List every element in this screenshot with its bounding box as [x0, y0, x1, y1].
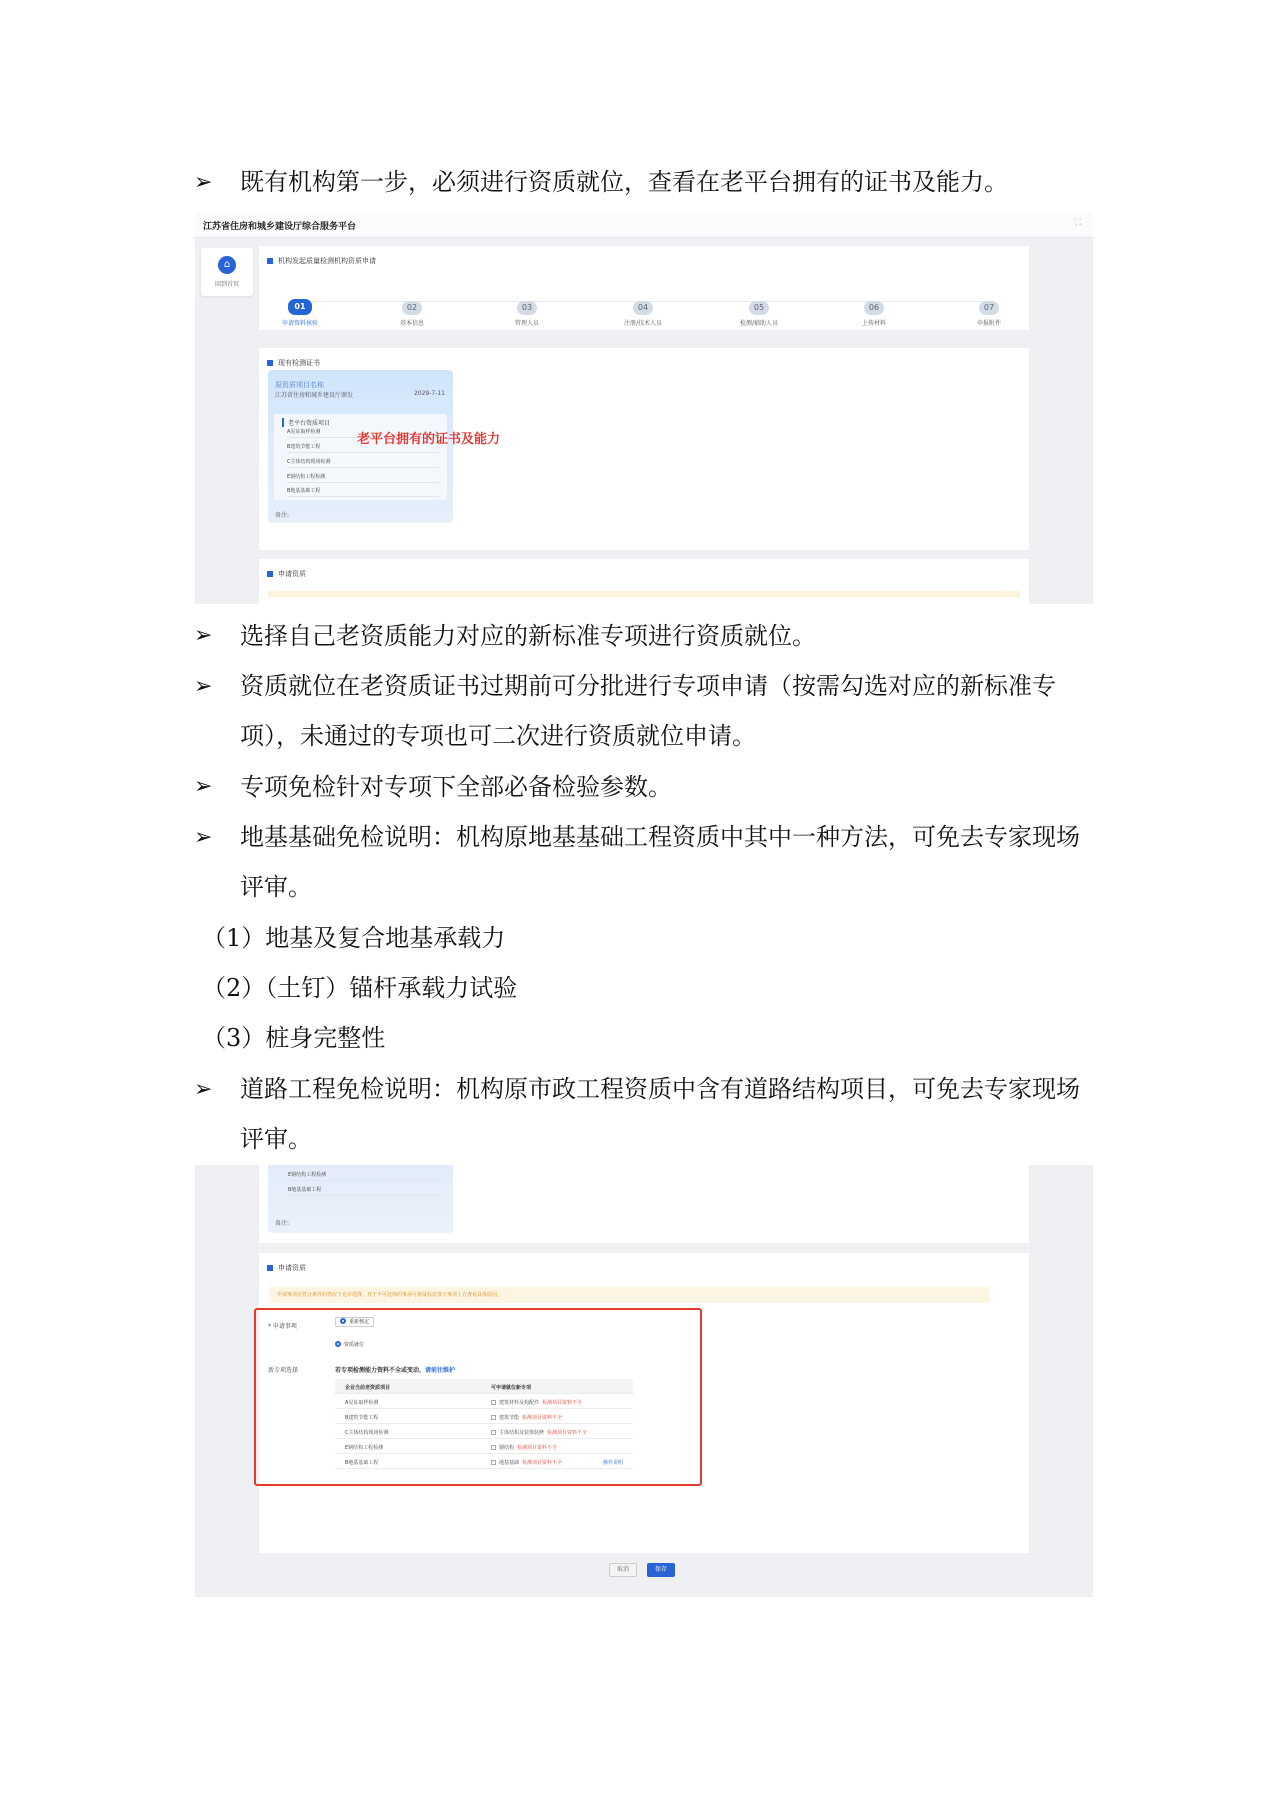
- row-checkbox[interactable]: 主体结构及装饰装修 检测项目资料不全: [491, 1429, 587, 1436]
- save-button[interactable]: 保存: [647, 1563, 675, 1577]
- steps-card: [259, 246, 1029, 330]
- section-title-apply-qual: 申请资质: [267, 1263, 306, 1273]
- table-header: 企业当前老资质项目 可申请就位新专项: [335, 1379, 633, 1394]
- table-row: A见证取样检测 建筑材料及构配件 检测项目资料不全: [335, 1394, 633, 1409]
- bullet-text-4: 专项免检针对专项下全部必备检验参数。: [240, 773, 672, 801]
- step-7[interactable]: 07 申报附件: [976, 303, 1001, 327]
- qualification-table: [335, 1379, 633, 1469]
- step-6[interactable]: 06 上传材料: [861, 303, 886, 327]
- numbered-item-3: （3）桩身完整性: [202, 1024, 386, 1052]
- instructions-link[interactable]: 操作说明: [602, 1460, 623, 1466]
- cert-item: B地基基础工程: [287, 487, 439, 497]
- section-title-certs: 现有检测证书: [267, 358, 320, 368]
- cert-items-head: 老平台资质项目: [282, 418, 330, 427]
- top-bar: [195, 212, 1093, 238]
- maintain-link[interactable]: 请前往维护: [425, 1367, 456, 1374]
- bullet-arrow: ➢: [194, 774, 213, 799]
- numbered-item-1: （1）地基及复合地基承载力: [202, 924, 506, 952]
- bullet-text-2: 选择自己老资质能力对应的新标准专项进行资质就位。: [240, 622, 816, 650]
- bullet-text-6: 道路工程免检说明：机构原市政工程资质中含有道路结构项目，可免去专家现场评审。: [240, 1075, 1080, 1153]
- home-icon: ⌂: [218, 256, 236, 274]
- home-button[interactable]: [201, 248, 253, 296]
- cert-item: B地基基础工程: [288, 1186, 440, 1196]
- cert-name: 原资质项目名称: [275, 381, 324, 389]
- table-row: B建筑节能工程 建筑节能 检测项目资料不全: [335, 1409, 633, 1424]
- maintain-hint: 若专项检测能力资料不全或变动，请前往维护: [335, 1367, 456, 1374]
- cert-date: 2029-7-11: [413, 390, 445, 397]
- annotation-red: 老平台拥有的证书及能力: [357, 432, 501, 447]
- section-title-apply-qual: 申请资质: [267, 569, 306, 579]
- cert-item: E钢结构工程检测: [287, 473, 439, 483]
- cert-item: C主体结构现场检测: [287, 458, 439, 468]
- numbered-item-2: （2）（土钉）锚杆承载力试验: [202, 974, 518, 1002]
- table-row: C主体结构现场检测 主体结构及装饰装修 检测项目资料不全: [335, 1424, 633, 1439]
- radio-reapprove[interactable]: 重新核定: [335, 1318, 374, 1325]
- maximize-icon[interactable]: ⛶: [1074, 218, 1081, 228]
- bullet-text-5: 地基基础免检说明：机构原地基基础工程资质中其中一种方法，可免去专家现场评审。: [240, 823, 1080, 901]
- cert-remark: 备注:: [275, 1220, 290, 1227]
- cert-continuation: [259, 1165, 1029, 1243]
- step-5[interactable]: 05 检测/辅助人员: [739, 303, 779, 327]
- step-1[interactable]: 01 申请资料核验: [260, 294, 340, 327]
- row-checkbox[interactable]: 建筑材料及构配件 检测项目资料不全: [491, 1399, 582, 1406]
- cert-item: E钢结构工程检测: [288, 1171, 440, 1181]
- cert-item: B建筑节能工程: [287, 443, 439, 453]
- platform-screenshot-1: [195, 212, 1093, 604]
- cert-items-panel: [274, 414, 447, 500]
- notice-strip: [268, 591, 1020, 597]
- cancel-button[interactable]: 取消: [609, 1563, 637, 1577]
- table-row: E钢结构工程检测 钢结构 检测项目资料不全: [335, 1439, 633, 1454]
- step-3[interactable]: 03 管理人员: [514, 303, 539, 327]
- notice-banner: 申请事项在符合条件的情况下允许选择，对于不可选择的事项可将鼠标放置于事项上方查看具体原因。: [269, 1287, 989, 1303]
- row-checkbox[interactable]: 建筑节能 检测项目资料不全: [491, 1414, 562, 1421]
- step-4[interactable]: 04 注册/技术人员: [623, 303, 663, 327]
- section-title-apply: 机构发起质量检测机构资质申请: [267, 256, 376, 266]
- bullet-text-3: 资质就位在老资质证书过期前可分批进行专项申请（按需勾选对应的新标准专项），未通过的专项也可二次进行资质就位申请。: [240, 672, 1056, 750]
- bullet-arrow: ➢: [194, 674, 213, 699]
- radio-qualification-inplace[interactable]: 资质就位: [335, 1341, 364, 1348]
- apply-card: [259, 559, 1029, 604]
- cert-org: 江苏省住房和城乡建设厅颁发: [275, 392, 354, 399]
- apply-item-label: * 申请事项: [268, 1323, 297, 1330]
- cert-item: A见证取样检测: [287, 428, 439, 438]
- home-label: 回到首页: [214, 281, 239, 288]
- platform-title: 江苏省住房和城乡建设厅综合服务平台: [203, 222, 357, 232]
- row-checkbox[interactable]: 地基基础 检测项目资料不全: [491, 1459, 562, 1466]
- certificate-card-bottom: [268, 1165, 453, 1233]
- cert-remark: 备注:: [275, 512, 290, 519]
- bullet-arrow: ➢: [194, 825, 213, 850]
- row-checkbox[interactable]: 钢结构 检测项目资料不全: [491, 1444, 557, 1451]
- bullet-arrow: ➢: [194, 623, 213, 648]
- new-item-label: 新专项选择: [268, 1367, 299, 1374]
- table-row: B地基基础工程 地基基础 检测项目资料不全 操作说明: [335, 1454, 633, 1469]
- bullet-arrow: ➢: [194, 170, 213, 195]
- bullet-arrow: ➢: [194, 1077, 213, 1102]
- step-2[interactable]: 02 基本信息: [399, 303, 424, 327]
- bullet-text-1: 既有机构第一步，必须进行资质就位，查看在老平台拥有的证书及能力。: [240, 168, 1008, 196]
- current-certs-card: [259, 348, 1029, 550]
- platform-screenshot-2: [195, 1165, 1093, 1597]
